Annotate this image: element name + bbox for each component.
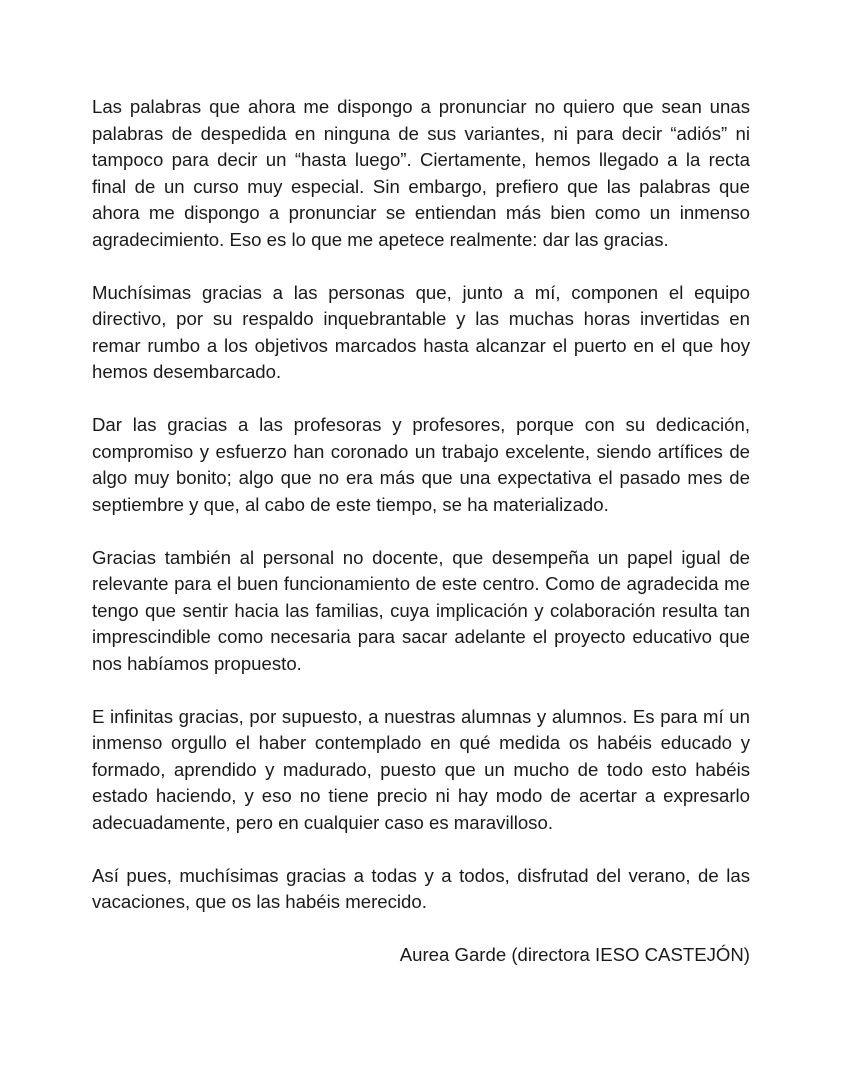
paragraph-3: Dar las gracias a las profesoras y profesores, porque con su dedicación, compromiso y esfuerzo han coronado un trabajo excelente, siendo artífices de algo muy bonito; algo que no era más que una expectativa el pasado mes de septiembre y que, al cabo de este tiempo, se ha materializado. <box>92 414 750 515</box>
letter-body <box>92 94 750 995</box>
paragraph-4: Gracias también al personal no docente, que desempeña un papel igual de relevante para el buen funcionamiento de este centro. Como de agradecida me tengo que sentir hacia las familias, cuya implicación y colaboración resulta tan imprescindible como necesaria para sacar adelante el proyecto educativo que nos habíamos propuesto. <box>92 546 750 674</box>
paragraph-1: Las palabras que ahora me dispongo a pronunciar no quiero que sean unas palabras de despedida en ninguna de sus variantes, ni para decir “adiós” ni tampoco para decir un “hasta luego”. Ciertamente, hemos llegado a la recta final de un curso muy especial. Sin embargo, prefiero que las palabras que ahora me dispongo a pronunciar se entiendan más bien como un inmenso agradecimiento. Eso es lo que me apetece realmente: dar las gracias. <box>92 96 750 250</box>
signature: Aurea Garde (directora IESO CASTEJÓN) <box>399 944 750 965</box>
paragraph-6: Así pues, muchísimas gracias a todas y a todos, disfrutad del verano, de las vacaciones, que os las habéis merecido. <box>92 864 750 912</box>
paragraph-2: Muchísimas gracias a las personas que, junto a mí, componen el equipo directivo, por su respaldo inquebrantable y las muchas horas invertidas en remar rumbo a los objetivos marcados hasta alcanzar el puerto en el que hoy hemos desembarcado. <box>92 281 750 382</box>
paragraph-5: E infinitas gracias, por supuesto, a nuestras alumnas y alumnos. Es para mí un inmenso orgullo el haber contemplado en qué medida os habéis educado y formado, aprendido y madurado, puesto que un mucho de todo esto habéis estado haciendo, y eso no tiene precio ni hay modo de acertar a expresarlo adecuadamente, pero en cualquier caso es maravilloso. <box>92 705 750 833</box>
